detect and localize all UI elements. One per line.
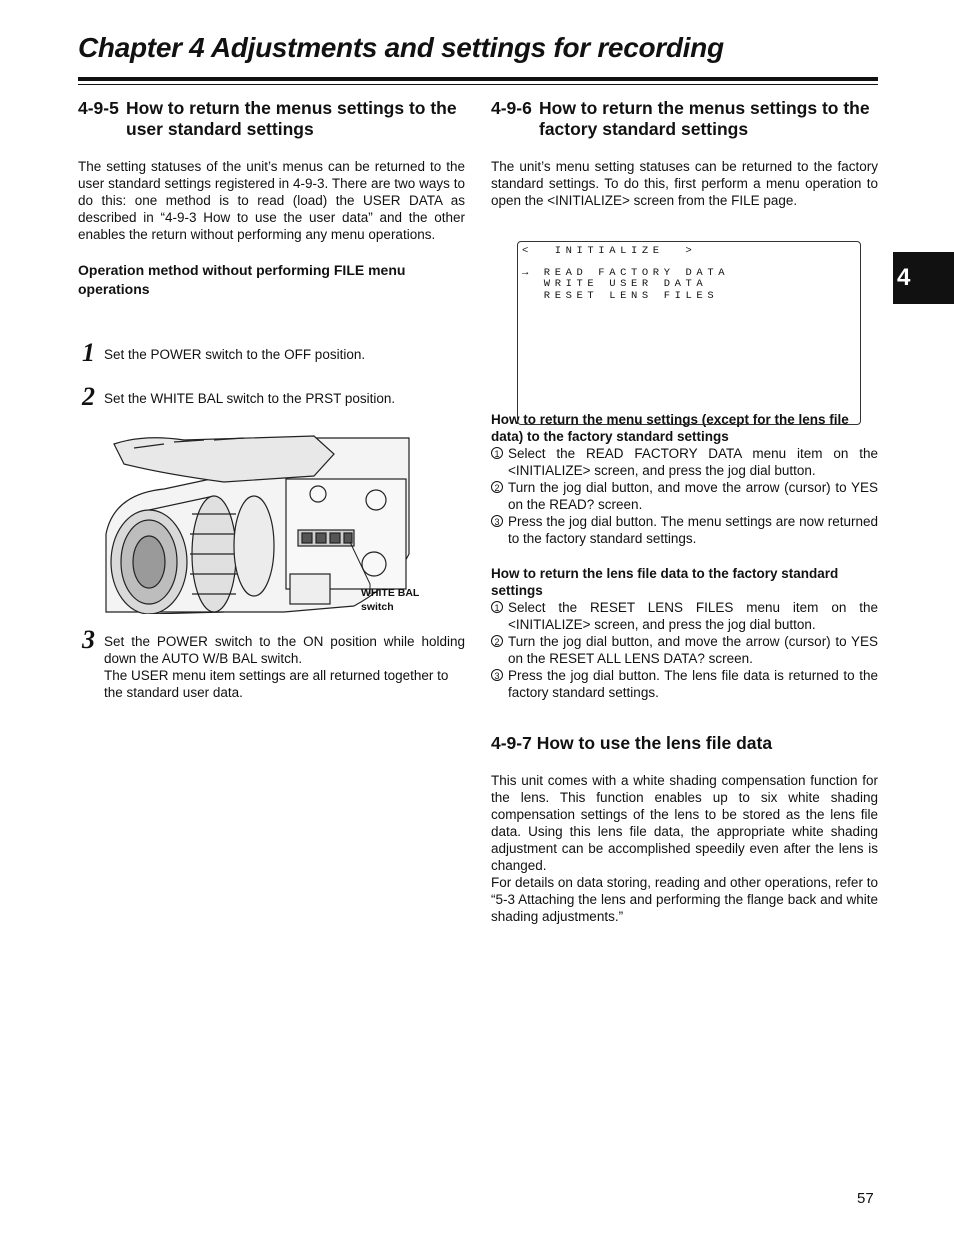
circled-number: 2 [491,481,503,493]
procedure-1-item-2 [491,479,878,513]
procedure-2-item-1 [491,599,878,633]
circled-number: 2 [491,635,503,647]
item-text: Press the jog dial button. The lens file data is returned to the factory standard settings. [508,668,878,700]
step-2 [78,382,465,411]
step-text: Set the POWER switch to the OFF position. [104,347,366,362]
header-rule-thin [78,84,878,85]
step-text: Set the POWER switch to the ON position while holding down the AUTO W/B BAL switch. [104,634,465,666]
circled-number: 3 [491,515,503,527]
section-title: How to use the lens file data [536,733,773,753]
step-number: 2 [82,382,95,411]
circled-number: 1 [491,601,503,613]
procedure-1-item-3 [491,513,878,547]
item-text: Select the READ FACTORY DATA menu item on the <INITIALIZE> screen, and press the jog dial button. [508,446,878,478]
item-text: Select the RESET LENS FILES menu item on the <INITIALIZE> screen, and press the jog dial button. [508,600,878,632]
lens-file-paragraph-2: For details on data storing, reading and other operations, refer to “5-3 Attaching the lens and performing the flange back and white shading adjustments.” [491,875,878,924]
screen-menu-item-read-factory-data: → READ FACTORY DATA [522,266,730,279]
step-text: Set the WHITE BAL switch to the PRST position. [104,391,396,406]
procedure-2-item-2 [491,633,878,667]
figure-label-line2: switch [361,601,394,613]
chapter-tab: 4 [893,252,954,304]
figure-label-line1: WHITE BAL [361,587,420,599]
chapter-title: Chapter 4 Adjustments and settings for recording [78,32,724,63]
step-text-continued: The USER menu item settings are all returned together to the standard user data. [104,668,449,700]
screen-title: < INITIALIZE > [522,245,697,257]
item-text: Press the jog dial button. The menu settings are now returned to the factory standard settings. [508,514,878,546]
section-heading-4-9-5 [78,98,465,140]
section-heading-4-9-7 [491,733,878,754]
procedure-1-item-1 [491,445,878,479]
item-text: Turn the jog dial button, and move the arrow (cursor) to YES on the RESET ALL LENS DATA? screen. [508,634,878,666]
section-title: How to return the menus settings to the user standard settings [126,98,457,139]
operation-subheading: Operation method without performing FILE menu operations [78,262,406,297]
section-number: 4-9-5 [78,98,119,118]
section-heading-4-9-6 [491,98,878,140]
step-number: 3 [82,625,95,654]
initialize-screen [517,241,861,425]
header-rule-thick [78,77,878,81]
section-title: How to return the menus settings to the factory standard settings [539,98,870,139]
procedure-1-heading: How to return the menu settings (except for the lens file data) to the factory standard settings [491,412,849,444]
intro-paragraph: The setting statuses of the unit’s menus can be returned to the user standard settings registered in 4-9-3. There are two ways to do this: one method is to read (load) the USER DATA as described in “4-9-3 How to use the user data” and the other enables the return without performing any menu operations. [78,159,465,242]
lens-file-paragraph-1: This unit comes with a white shading compensation function for the lens. This function enables up to six white shading compensation settings of the lens to be stored as the lens file data. Using this lens file data, the appropriate white shading adjustment can be accomplished speedily even after the lens is changed. [491,773,878,873]
screen-menu-item-reset-lens-files: RESET LENS FILES [522,289,719,302]
circled-number: 1 [491,447,503,459]
section-number: 4-9-6 [491,98,532,118]
procedure-2-heading: How to return the lens file data to the factory standard settings [491,566,839,598]
intro-paragraph: The unit’s menu setting statuses can be returned to the factory standard settings. To do this, first perform a menu operation to open the <INITIALIZE> screen from the FILE page. [491,159,878,208]
page-number: 57 [857,1190,874,1207]
section-number: 4-9-7 [491,733,532,753]
right-column [491,98,878,925]
step-3 [78,625,465,701]
screen-menu-item-write-user-data: WRITE USER DATA [522,278,708,290]
step-1 [78,338,465,367]
step-number: 1 [82,338,95,367]
circled-number: 3 [491,669,503,681]
item-text: Turn the jog dial button, and move the arrow (cursor) to YES on the READ? screen. [508,480,878,512]
white-bal-switch-label [361,586,419,614]
procedure-2-item-3 [491,667,878,701]
